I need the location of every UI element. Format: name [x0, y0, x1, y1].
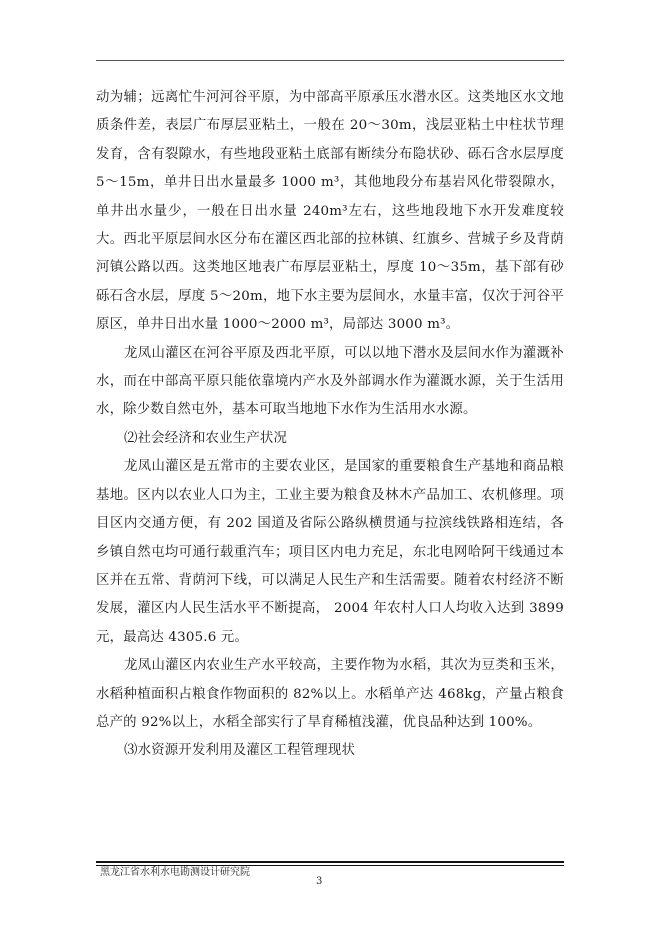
paragraph-socioeconomic: 龙凤山灌区是五常市的主要农业区，是国家的重要粮食生产基地和商品粮基地。区内以农业人口为主，工业主要为粮食及林木产品加工、农机修理。项目区内交通方便，有 202 国道及省际公路纵横贯通与拉滨线铁路相连结，各乡镇自然屯均可通行载重汽车；项目区内电力充足，东北电网哈阿干线通过本区并在五常、背荫河下线，可以满足人民生产和生活需要。随着农村经济不断发展，灌区内人民生活水平不断提高， 2004 年农村人口人均收入达到 3899 元，最高达 4305.6 元。: [96, 459, 564, 645]
section-heading-socioeconomic: ⑵社会经济和农业生产状况: [124, 430, 288, 446]
footer-rule-thin: [96, 865, 564, 866]
paragraph-agriculture: 龙凤山灌区内农业生产水平较高，主要作物为水稻，其次为豆类和玉米，水稻种植面积占粮食作物面积的 82%以上。水稻单产达 468kg，产量占粮食总产的 92%以上，水稻全部实行了旱育稀植浅灌，优良品种达到 100%。: [96, 658, 564, 730]
footer-organization: 黑龙江省水利水电勘测设计研究院: [100, 867, 250, 878]
header-rule: [96, 60, 564, 61]
paragraph-hydrogeology: 动为辅；远离忙牛河河谷平原，为中部高平原承压水潜水区。这类地区水文地质条件差，表层广布厚层亚粘土，一般在 20～30m，浅层亚粘土中柱状节理发育，含有裂隙水，有些地段亚粘土底部有断续分布隐状砂、砾石含水层厚度 5～15m，单井日出水量最多 1000 m³，其他地段分布基岩风化带裂隙水，单井出水量少，一般在日出水量 240m³左右，这些地段地下水开发难度较大。西北平原层间水区分布在灌区西北部的拉林镇、红旗乡、营城子乡及背荫河镇公路以西。这类地区地表广布厚层亚粘土，厚度 10～35m，基下部有砂砾石含水层，厚度 5～20m，地下水主要为层间水，水量丰富，仅次于河谷平原区，单井日出水量 1000～2000 m³，局部达 3000 m³。: [96, 90, 564, 333]
footer-rule-thick: [96, 861, 564, 863]
document-body: [96, 84, 564, 766]
section-heading-water-resources: ⑶水资源开发利用及灌区工程管理现状: [124, 743, 356, 759]
page-number: 3: [316, 876, 323, 887]
paragraph-water-sources: 龙凤山灌区在河谷平原及西北平原，可以以地下潜水及层间水作为灌溉补水，而在中部高平原只能依靠境内产水及外部调水作为灌溉水源，关于生活用水，除少数自然屯外，基本可取当地地下水作为生活用水水源。: [96, 345, 564, 418]
